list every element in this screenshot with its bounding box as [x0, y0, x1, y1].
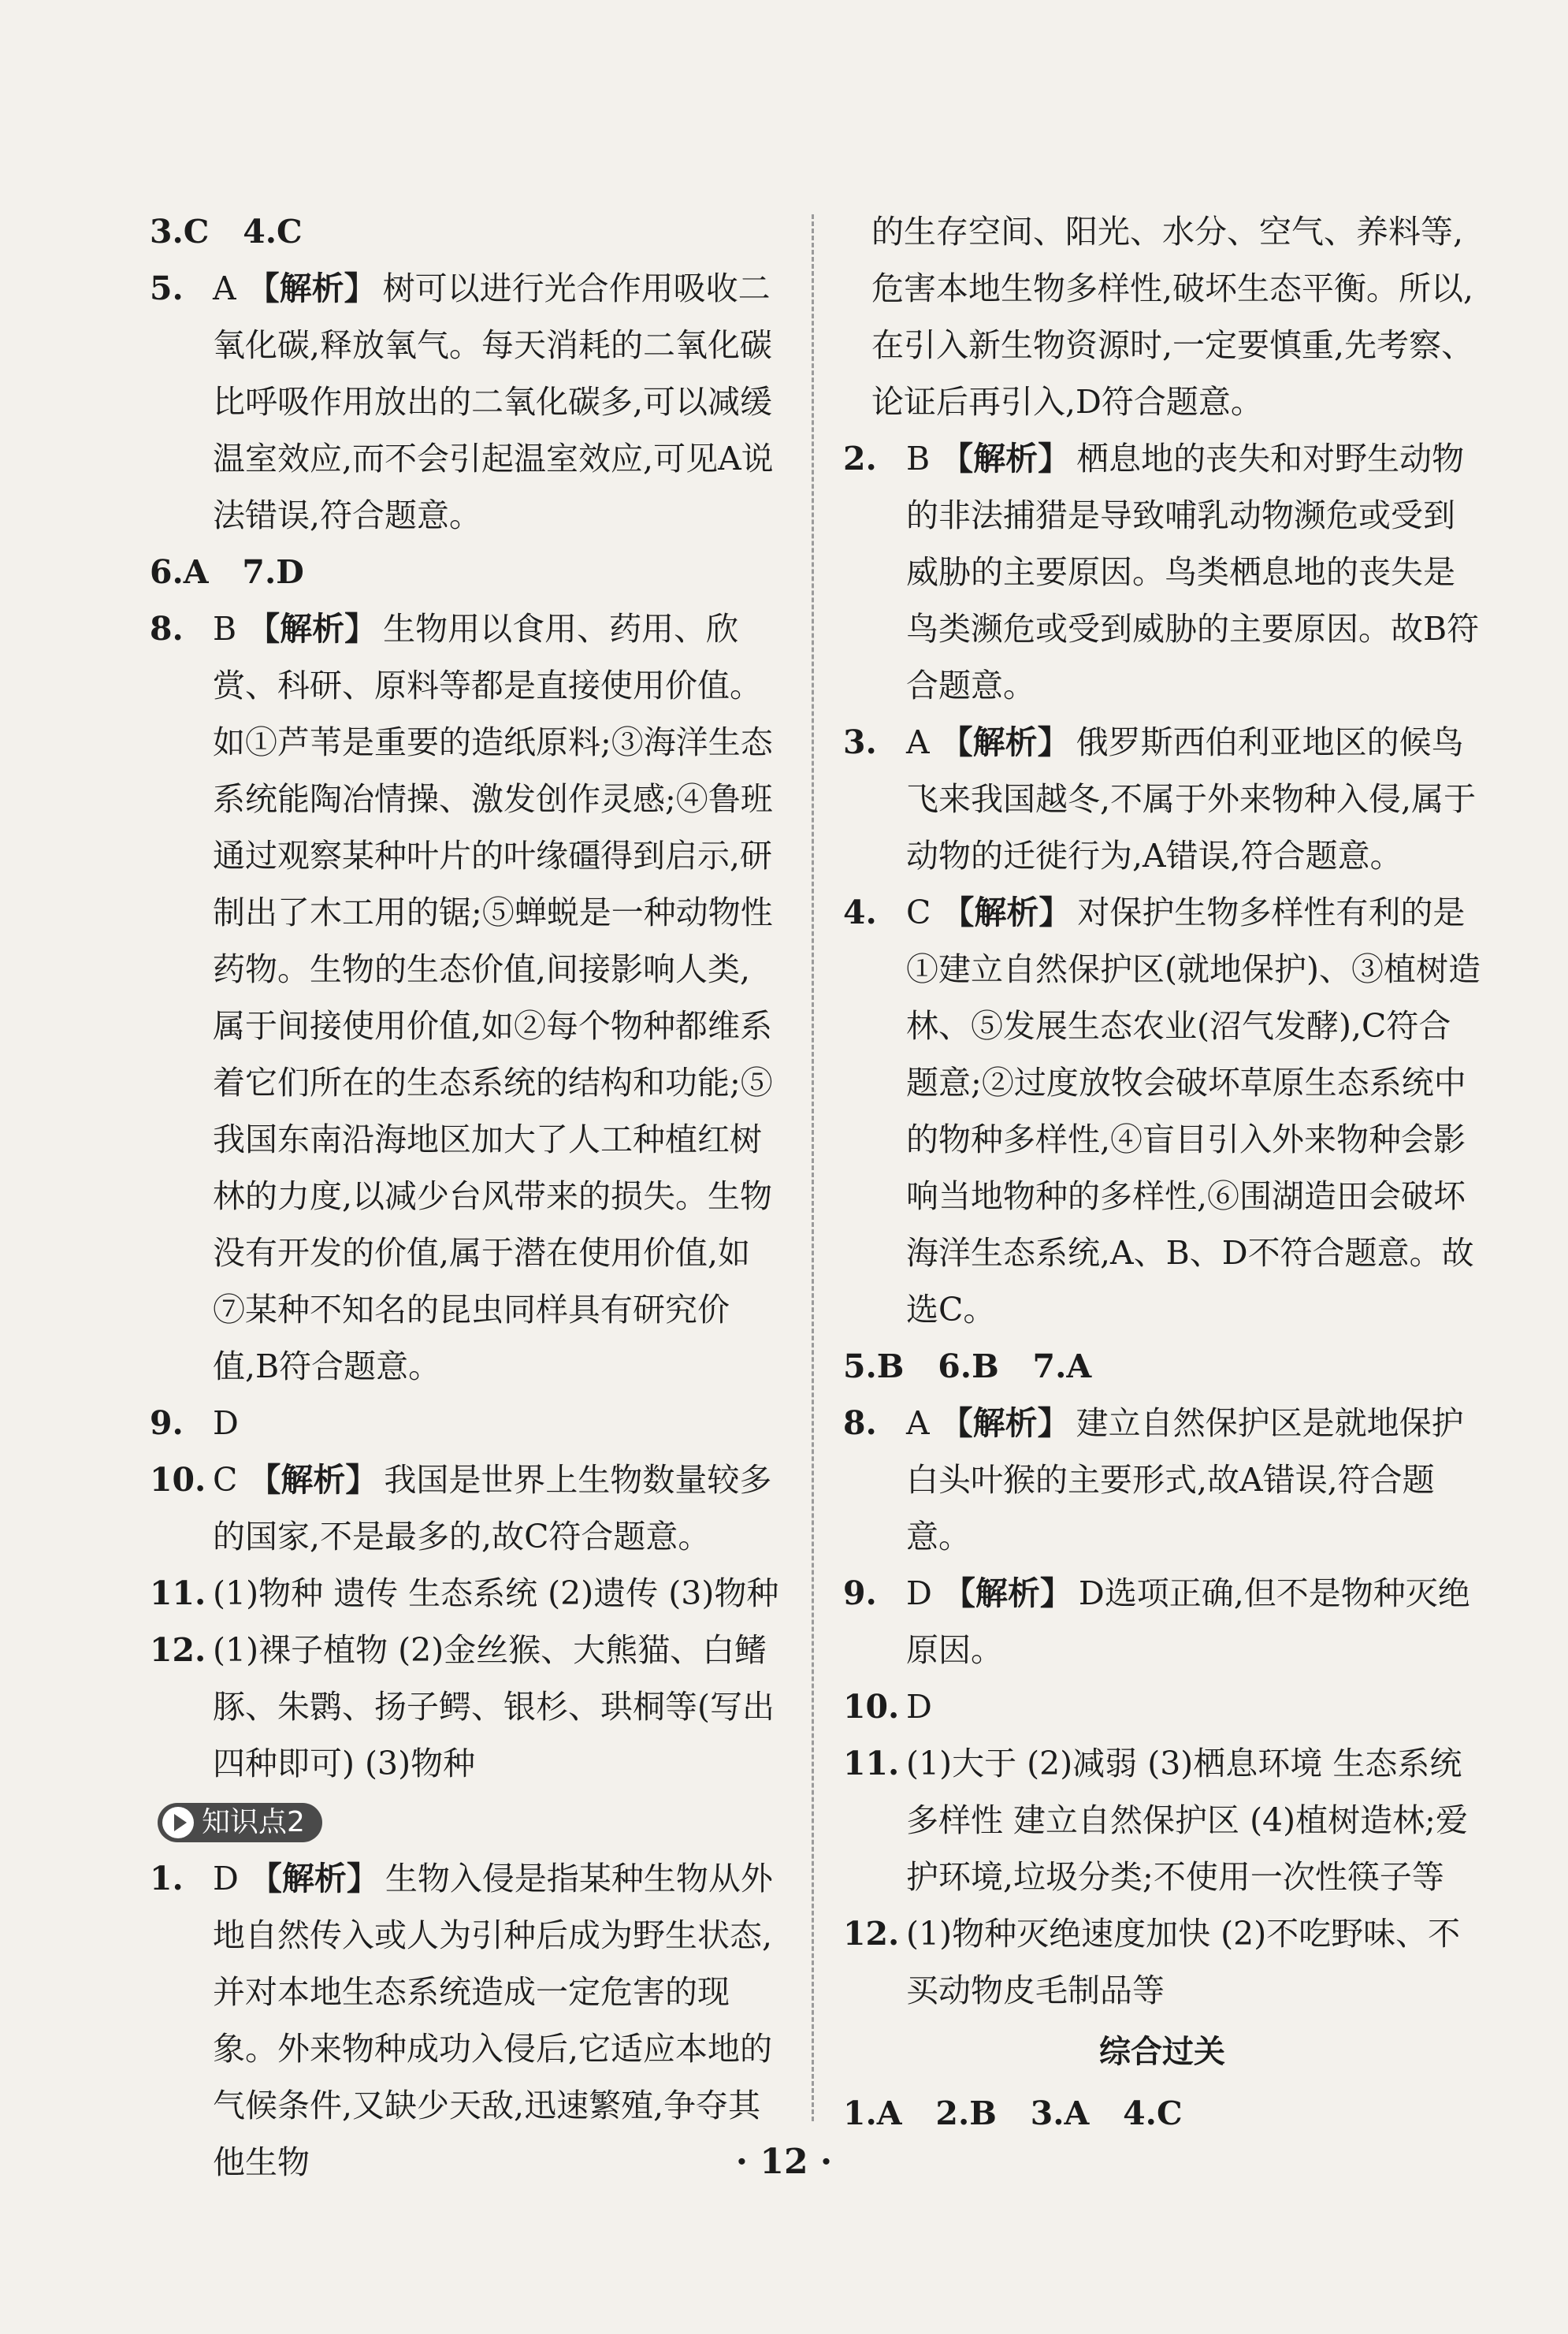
- continued-text: 的生存空间、阳光、水分、空气、养料等,危害本地生物多样性,破坏生态平衡。所以,在引入新生物资源时,一定要慎重,先考察、论证后再引入,D符合题意。: [871, 213, 1474, 421]
- section-heading: 综合过关: [1099, 2034, 1225, 2070]
- left-column: [150, 203, 780, 2191]
- knowledge-point-badge: [158, 1803, 322, 1842]
- analysis-text: 生物入侵是指某种生物从外地自然传入或人为引种后成为野生状态,并对本地生态系统造成一定危害的现象。外来物种成功入侵后,它适应本地的气候条件,又缺少天敌,迅速繁殖,争夺其他生物: [213, 1860, 773, 2181]
- analysis-text: 对保护生物多样性有利的是①建立自然保护区(就地保护)、③植树造林、⑤发展生态农业(沼气发酵),C符合题意;②过度放牧会破坏草原生态系统中的物种多样性,④盲目引入外来物种会影响当地物种的多样性,⑥围湖造田会破坏海洋生态系统,A、B、D不符合题意。故选C。: [906, 894, 1481, 1329]
- question-number: 9.: [150, 1404, 184, 1442]
- question-number: 11.: [150, 1574, 206, 1612]
- analysis-tag: 【解析】: [247, 610, 377, 648]
- knowledge-question-9: [843, 1565, 1481, 1678]
- play-icon: [162, 1807, 194, 1838]
- question-number: 9.: [843, 1574, 877, 1612]
- analysis-text: 生物用以食用、药用、欣赏、科研、原料等都是直接使用价值。如①芦苇是重要的造纸原料;③海洋生态系统能陶冶情操、激发创作灵感;④鲁班通过观察某种叶片的叶缘礓得到启示,研制出了木工用的锯;⑤蝉蜕是一种动物性药物。生物的生态价值,间接影响人类,属于间接使用价值,如②每个物种都维系着它们所在的生态系统的结构和功能;⑤我国东南沿海地区加大了人工种植红树林的力度,以减少台风带来的损失。生物没有开发的价值,属于潜在使用价值,如⑦某种不知名的昆虫同样具有研究价值,B符合题意。: [213, 610, 773, 1385]
- answer-letter: A: [906, 723, 930, 761]
- analysis-text: 俄罗斯西伯利亚地区的候鸟飞来我国越冬,不属于外来物种入侵,属于动物的迁徙行为,A错误,符合题意。: [906, 723, 1477, 875]
- knowledge-question-4: [843, 884, 1481, 1338]
- question-10: [150, 1451, 780, 1565]
- answer-row: 5.B 6.B 7.A: [843, 1347, 1092, 1385]
- answer-text: (1)物种灭绝速度加快 (2)不吃野味、不买动物皮毛制品等: [906, 1915, 1461, 2009]
- question-11: [150, 1565, 780, 1622]
- question-12: [150, 1622, 780, 1792]
- knowledge-question-12: [843, 1905, 1481, 2019]
- question-number: 10.: [843, 1688, 900, 1726]
- question-number: 11.: [843, 1745, 900, 1782]
- analysis-tag: 【解析】: [942, 1574, 1072, 1612]
- analysis-tag: 【解析】: [941, 440, 1071, 478]
- analysis-text: 建立自然保护区是就地保护白头叶猴的主要形式,故A错误,符合题意。: [906, 1404, 1464, 1555]
- question-number: 4.: [843, 894, 877, 931]
- knowledge-question-1: [150, 1850, 780, 2191]
- analysis-tag: 【解析】: [940, 1404, 1070, 1442]
- knowledge-question-11: [843, 1735, 1481, 1905]
- question-number: 1.: [150, 1860, 184, 1897]
- badge-label: 知识点2: [202, 1806, 305, 1838]
- analysis-text: D选项正确,但不是物种灭绝原因。: [906, 1574, 1470, 1669]
- answer-text: (1)物种 遗传 生态系统 (2)遗传 (3)物种: [213, 1574, 779, 1612]
- question-number: 10.: [150, 1461, 206, 1499]
- answer-text: D: [213, 1404, 239, 1442]
- answer-text: (1)裸子植物 (2)金丝猴、大熊猫、白鳍豚、朱鹮、扬子鳄、银杉、珙桐等(写出四种即可) (3)物种: [213, 1631, 775, 1782]
- answer-letter: B: [906, 440, 931, 478]
- question-number: 5.: [150, 269, 184, 307]
- answer-letter: B: [213, 610, 237, 648]
- analysis-text: 栖息地的丧失和对野生动物的非法捕猎是导致哺乳动物濒危或受到威胁的主要原因。鸟类栖息地的丧失是鸟类濒危或受到威胁的主要原因。故B符合题意。: [906, 440, 1480, 704]
- question-8: [150, 600, 780, 1395]
- question-number: 12.: [843, 1915, 900, 1953]
- answer-letter: C: [906, 894, 931, 931]
- question-number: 2.: [843, 440, 877, 478]
- answer-letter: D: [213, 1860, 239, 1897]
- answer-letter: A: [213, 269, 236, 307]
- column-divider: [812, 214, 814, 2121]
- answer-row: 1.A 2.B 3.A 4.C: [843, 2094, 1183, 2132]
- answer-letter: D: [906, 1574, 932, 1612]
- analysis-tag: 【解析】: [247, 269, 377, 307]
- question-number: 12.: [150, 1631, 206, 1669]
- question-number: 8.: [843, 1404, 877, 1442]
- question-9: [150, 1395, 780, 1451]
- analysis-tag: 【解析】: [940, 723, 1070, 761]
- analysis-tag: 【解析】: [942, 894, 1072, 931]
- knowledge-question-10: [843, 1678, 1481, 1735]
- knowledge-question-8: [843, 1395, 1481, 1565]
- answer-letter: C: [213, 1461, 238, 1499]
- analysis-tag: 【解析】: [248, 1461, 378, 1499]
- analysis-text: 树可以进行光合作用吸收二氧化碳,释放氧气。每天消耗的二氧化碳比呼吸作用放出的二氧化碳多,可以减缓温室效应,而不会引起温室效应,可见A说法错误,符合题意。: [213, 269, 774, 534]
- answer-row: 3.C 4.C: [150, 213, 303, 251]
- page-number: · 12 ·: [735, 2142, 833, 2182]
- question-5: [150, 260, 780, 544]
- analysis-text: 我国是世界上生物数量较多的国家,不是最多的,故C符合题意。: [213, 1461, 772, 1555]
- question-number: 3.: [843, 723, 877, 761]
- right-column: [843, 203, 1481, 2142]
- knowledge-question-2: [843, 430, 1481, 714]
- answer-letter: A: [906, 1404, 930, 1442]
- analysis-tag: 【解析】: [249, 1860, 379, 1897]
- answer-row: 6.A 7.D: [150, 553, 304, 591]
- question-number: 8.: [150, 610, 184, 648]
- knowledge-question-3: [843, 714, 1481, 884]
- answer-text: (1)大于 (2)减弱 (3)栖息环境 生态系统多样性 建立自然保护区 (4)植树造林;爱护环境,垃圾分类;不使用一次性筷子等: [906, 1745, 1468, 1896]
- answer-text: D: [906, 1688, 932, 1726]
